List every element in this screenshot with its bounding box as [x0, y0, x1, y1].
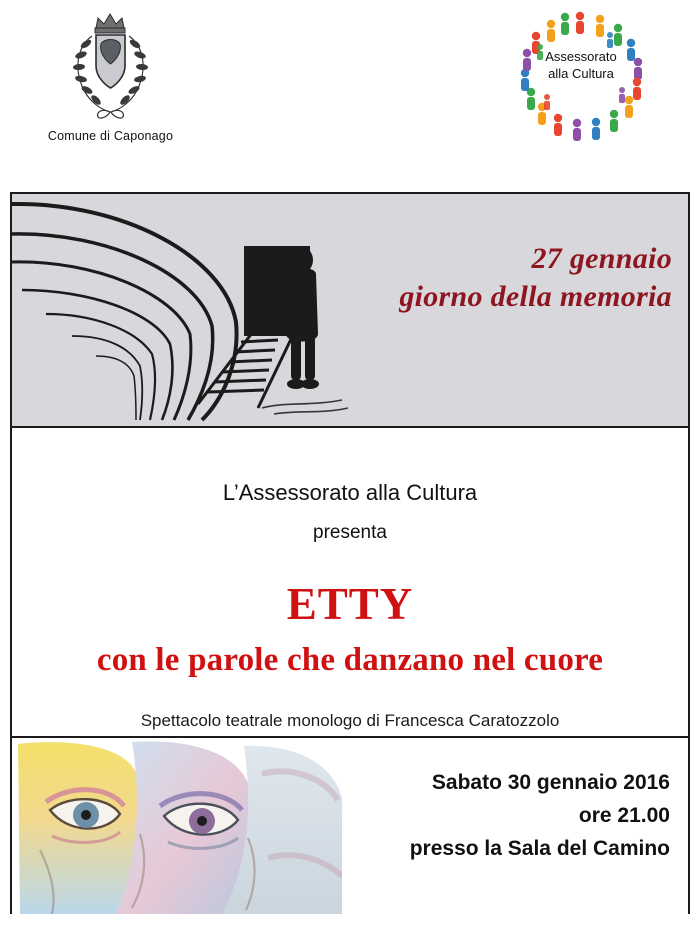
event-time: ore 21.00 — [578, 804, 670, 827]
municipal-crest-icon — [38, 8, 183, 125]
watercolor-faces-artwork — [12, 738, 342, 914]
comune-logo-block — [38, 8, 183, 143]
poster-header — [0, 0, 700, 180]
memorial-day-text — [399, 240, 672, 316]
event-date: Sabato 30 gennaio 2016 — [431, 771, 670, 794]
presenter-name: L’Assessorato alla Cultura — [222, 480, 478, 505]
event-venue: presso la Sala del Camino — [409, 837, 670, 860]
credits-line1: Spettacolo teatrale monologo di Francesca Caratozzolo — [140, 711, 560, 730]
assessorato-label — [522, 48, 640, 82]
show-subtitle: con le parole che danzano nel cuore — [96, 642, 604, 678]
poster-middle-panel — [12, 428, 688, 738]
memorial-date-line2: giorno della memoria — [399, 280, 672, 313]
poster-top-panel — [12, 194, 688, 428]
poster-bottom-panel — [12, 738, 688, 914]
assessorato-line1: Assessorato — [545, 49, 617, 64]
assessorato-line2: alla Cultura — [548, 66, 614, 81]
comune-caption: Comune di Caponago — [47, 129, 174, 143]
tunnel-figure-illustration — [12, 194, 372, 428]
assessorato-logo-block — [490, 2, 670, 147]
presenta-label: presenta — [313, 522, 387, 543]
event-poster — [10, 192, 690, 914]
show-title: ETTY — [286, 579, 414, 629]
event-details — [410, 766, 670, 865]
memorial-date-line1: 27 gennaio — [531, 242, 672, 275]
